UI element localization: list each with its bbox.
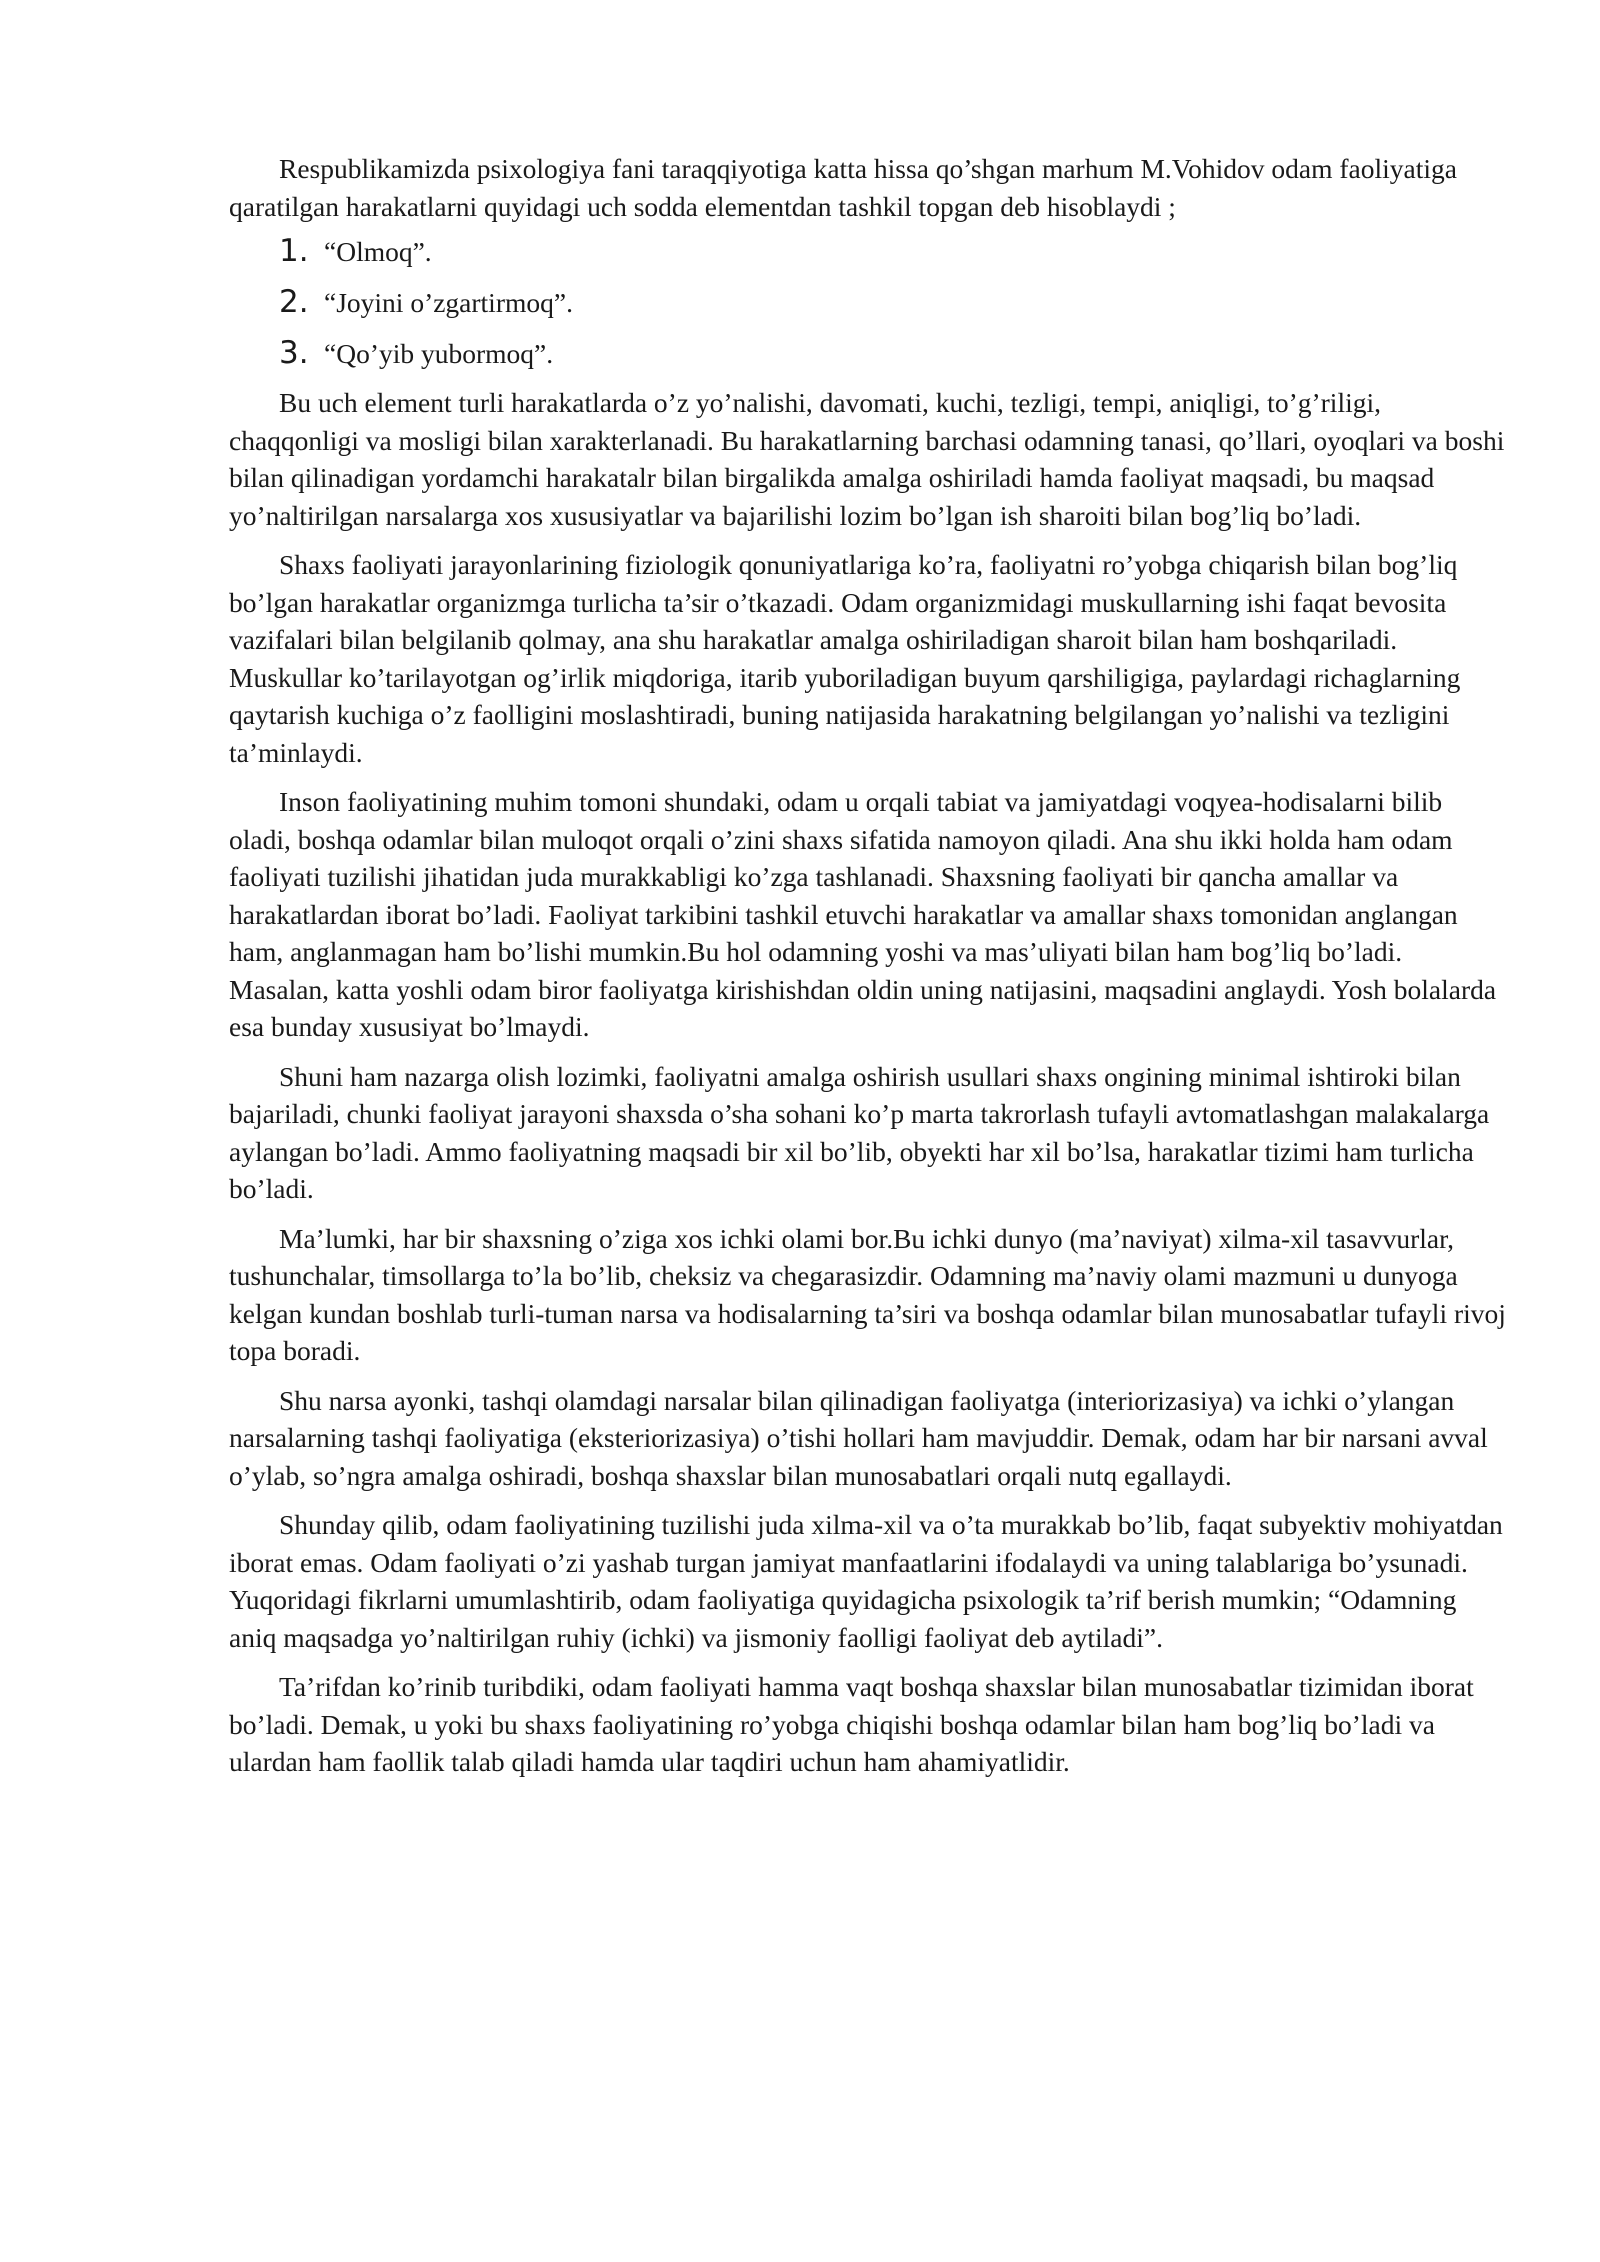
- list-text: “Joyini o’zgartirmoq”.: [324, 287, 573, 318]
- list-number: 2.: [279, 284, 309, 320]
- list-item: [229, 233, 1509, 284]
- body-paragraph: Inson faoliyatining muhim tomoni shundaki, odam u orqali tabiat va jamiyatdagi voqyea-hodisalarni bilib oladi, boshqa odamlar bilan muloqot orqali o’zini shaxs sifatida namoyon qiladi. Ana shu ikki holda ham odam faoliyati tuzilishi jihatidan juda murakkabligi ko’zga tashlanadi. Shaxsning faoliyati bir qancha amallar va harakatlardan iborat bo’ladi. Faoliyat tarkibini tashkil etuvchi harakatlar va amallar shaxs tomonidan anglangan ham, anglanmagan ham bo’lishi mumkin.Bu hol odamning yoshi va mas’uliyati bilan ham bog’liq bo’ladi. Masalan, katta yoshli odam biror faoliyatga kirishishdan oldin uning natijasini, maqsadini anglaydi. Yosh bolalarda esa bunday xususiyat bo’lmaydi.: [229, 786, 1497, 1042]
- body-paragraph: Shunday qilib, odam faoliyatining tuzilishi juda xilma-xil va o’ta murakkab bo’lib, faqat subyektiv mohiyatdan iborat emas. Odam faoliyati o’zi yashab turgan jamiyat manfaatlarini ifodalaydi va uning talablariga bo’ysunadi. Yuqoridagi fikrlarni umumlashtirib, odam faoliyatiga quyidagicha psixologik ta’rif berish mumkin; “Odamning aniq maqsadga yo’naltirilgan ruhiy (ichki) va jismoniy faolligi faoliyat deb aytiladi”.: [229, 1509, 1503, 1653]
- list-number: 1.: [279, 233, 309, 269]
- list-text: “Olmoq”.: [324, 236, 432, 267]
- list-item: [229, 284, 1509, 335]
- intro-paragraph: Respublikamizda psixologiya fani taraqqiyotiga katta hissa qo’shgan marhum M.Vohidov odam faoliyatiga qaratilgan harakatlarni quyidagi uch sodda elementdan tashkil topgan deb hisoblaydi ;: [229, 153, 1457, 222]
- list-item: [229, 335, 1509, 386]
- body-paragraph: Shu narsa ayonki, tashqi olamdagi narsalar bilan qilinadigan faoliyatga (interiorizasiya) va ichki o’ylangan narsalarning tashqi faoliyatiga (eksteriorizasiya) o’tishi hollari ham mavjuddir. Demak, odam har bir narsani avval o’ylab, so’ngra amalga oshiradi, boshqa shaxslar bilan munosabatlari orqali nutq egallaydi.: [229, 1384, 1488, 1491]
- numbered-list: [229, 233, 1509, 386]
- list-number: 3.: [279, 335, 309, 371]
- document-page: [229, 150, 1509, 1793]
- body-paragraph: Bu uch element turli harakatlarda o’z yo’nalishi, davomati, kuchi, tezligi, tempi, aniqligi, to’g’riligi, chaqqonligi va mosligi bilan xarakterlanadi. Bu harakatlarning barchasi odamning tanasi, qo’llari, oyoqlari va boshi bilan qilinadigan yordamchi harakatalr bilan birgalikda amalga oshiriladi hamda faoliyat maqsadi, bu maqsad yo’naltirilgan narsalarga xos xususiyatlar va bajarilishi lozim bo’lgan ish sharoiti bilan bog’liq bo’ladi.: [229, 387, 1505, 531]
- body-paragraph: Ma’lumki, har bir shaxsning o’ziga xos ichki olami bor.Bu ichki dunyo (ma’naviyat) xilma-xil tasavvurlar, tushunchalar, timsollarga to’la bo’lib, cheksiz va chegarasizdir. Odamning ma’naviy olami mazmuni u dunyoga kelgan kundan boshlab turli-tuman narsa va hodisalarning ta’siri va boshqa odamlar bilan munosabatlar tufayli rivoj topa boradi.: [229, 1222, 1506, 1366]
- body-paragraph: Ta’rifdan ko’rinib turibdiki, odam faoliyati hamma vaqt boshqa shaxslar bilan munosabatlar tizimidan iborat bo’ladi. Demak, u yoki bu shaxs faoliyatining ro’yobga chiqishi boshqa odamlar bilan ham bog’liq bo’ladi va ulardan ham faollik talab qiladi hamda ular taqdiri uchun ham ahamiyatlidir.: [229, 1671, 1474, 1777]
- body-paragraph: Shaxs faoliyati jarayonlarining fiziologik qonuniyatlariga ko’ra, faoliyatni ro’yobga chiqarish bilan bog’liq bo’lgan harakatlar organizmga turlicha ta’sir o’tkazadi. Odam organizmidagi muskullarning ishi faqat bevosita vazifalari bilan belgilanib qolmay, ana shu harakatlar amalga oshiriladigan sharoit bilan ham boshqariladi. Muskullar ko’tarilayotgan og’irlik miqdoriga, itarib yuboriladigan buyum qarshiligiga, paylardagi richaglarning qaytarish kuchiga o’z faolligini moslashtiradi, buning natijasida harakatning belgilangan yo’nalishi va tezligini ta’minlaydi.: [229, 549, 1461, 768]
- list-text: “Qo’yib yubormoq”.: [324, 338, 554, 369]
- body-paragraph: Shuni ham nazarga olish lozimki, faoliyatni amalga oshirish usullari shaxs ongining minimal ishtiroki bilan bajariladi, chunki faoliyat jarayoni shaxsda o’sha sohani ko’p marta takrorlash tufayli avtomatlashgan malakalarga aylangan bo’ladi. Ammo faoliyatning maqsadi bir xil bo’lib, obyekti har xil bo’lsa, harakatlar tizimi ham turlicha bo’ladi.: [229, 1060, 1490, 1204]
